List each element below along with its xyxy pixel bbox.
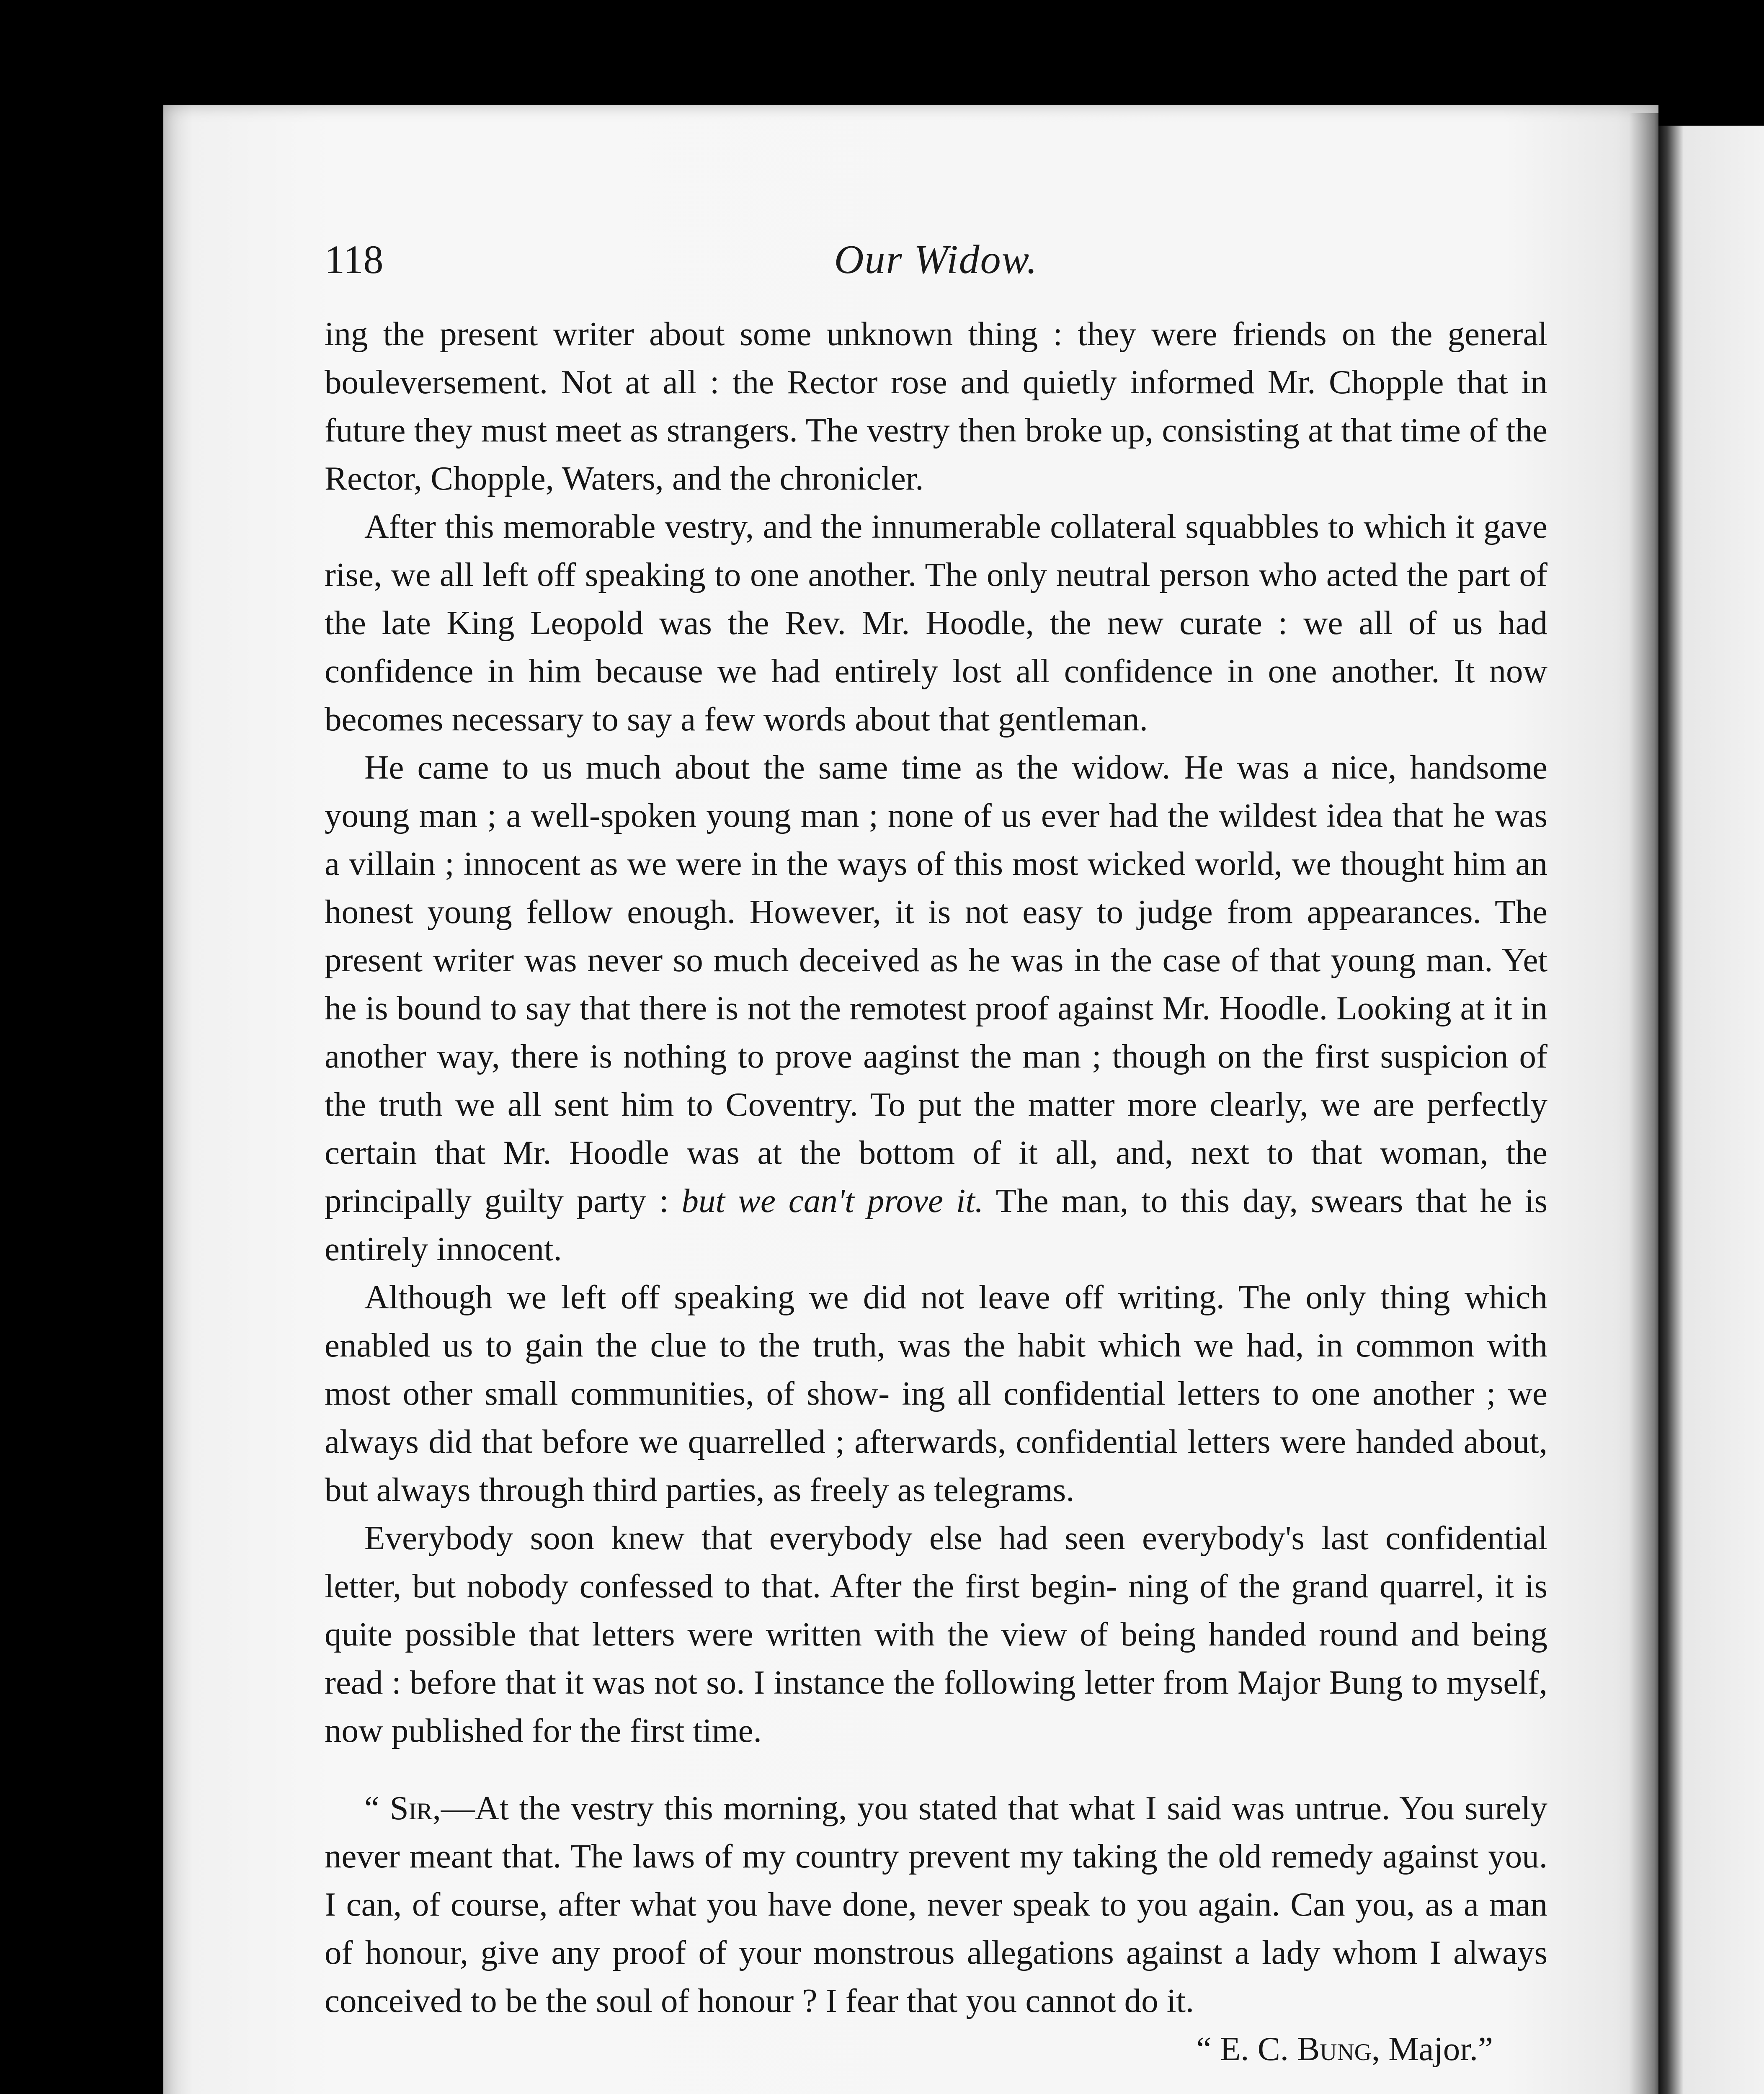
signature-name: Bung — [1297, 2030, 1372, 2068]
quoted-letter — [325, 1784, 1547, 2025]
running-header — [325, 232, 1547, 287]
letter-salutation: “ Sir, — [364, 1789, 441, 1827]
paragraph-continued: ing the present writer about some unknown thing : they were friends on the general bouleversement. Not at all : the Rector rose and quietly informed Mr. Chopple that in future they must meet as strangers. The vestry then broke up, consisting at that time of the Rector, Chopple, Waters, and the chronicler. — [325, 315, 1547, 497]
paragraph: Everybody soon knew that everybody else had seen everybody's last confidential letter, but nobody confessed to that. After the first begin- ning of the grand quarrel, it is quite possible that letters were written with the view of being handed round and being read : before that it was not so. I instance the following letter from Major Bung to myself, now published for the first time. — [325, 1519, 1547, 1749]
signature-initials: “ E. C. — [1196, 2030, 1297, 2068]
body-text — [325, 310, 1547, 2073]
page-number: 118 — [325, 237, 384, 282]
paragraph-text: The man, to this day, swears that he is entirely innocent. — [325, 1182, 1547, 1268]
paragraph: After this memorable vestry, and the innumerable collateral squabbles to which it gave rise, we all left off speaking to one another. The only neutral person who acted the part of the late King Leopold was the Rev. Mr. Hoodle, the new curate : we all of us had confidence in him because we had entirely lost all confidence in one another. It now becomes necessary to say a few words about that gentleman. — [325, 508, 1547, 738]
paragraph: Although we left off speaking we did not leave off writing. The only thing which enabled us to gain the clue to the truth, was the habit which we had, in common with most other small communities, of show- ing all confidential letters to one another ; we always did that before we quarrelled ; afterwards, confidential letters were handed about, but always through third parties, as freely as telegrams. — [325, 1278, 1547, 1509]
paragraph — [325, 743, 1547, 1273]
facing-page-edge — [1658, 126, 1764, 2094]
signature-rank: , Major.” — [1371, 2030, 1493, 2068]
running-title: Our Widow. — [834, 237, 1038, 282]
letter-signature — [325, 2025, 1547, 2073]
paragraph-text: He came to us much about the same time as the widow. He was a nice, handsome young man ; a well-spoken young man ; none of us ever had the wildest idea that he was a villain ; innocent as we were in the ways of this most wicked world, we thought him an honest young fellow enough. However, it is not easy to judge from appearances. The present writer was never so much deceived as he was in the case of that young man. Yet he is bound to say that there is not the remotest proof against Mr. Hoodle. Looking at it in another way, there is nothing to prove aaginst the man ; though on the first suspicion of the truth we all sent him to Coventry. To put the matter more clearly, we are perfectly certain that Mr. Hoodle was at the bottom of it all, and, next to that woman, the principally guilty party : — [325, 748, 1547, 1220]
letter-body: —At the vestry this morning, you stated that what I said was untrue. You surely never meant that. The laws of my country prevent my taking the old remedy against you. I can, of course, after what you have done, never speak to you again. Can you, as a man of honour, give any proof of your monstrous allegations against a lady whom I always conceived to be the soul of honour ? I fear that you cannot do it. — [325, 1789, 1548, 2019]
italic-phrase: but we can't prove it. — [681, 1182, 984, 1220]
